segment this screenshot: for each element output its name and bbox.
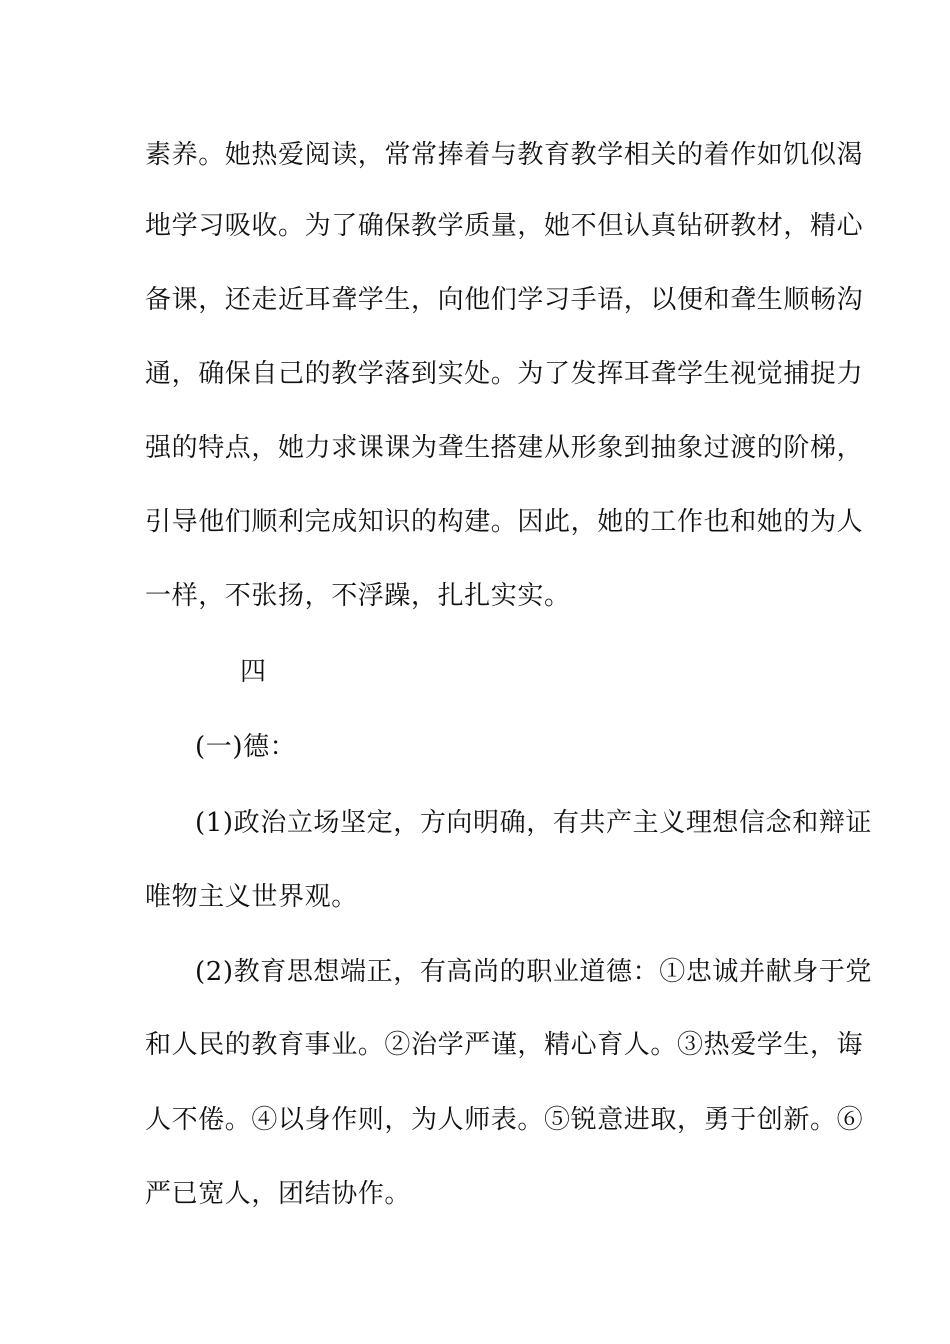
list-item-line: (2)教育思想端正，有高尚的职业道德：①忠诚并献身于党 [195,957,873,987]
paragraph-line: 一样，不张扬，不浮躁，扎扎实实。 [145,581,571,611]
paragraph-line: 地学习吸收。为了确保教学质量，她不但认真钻研教材，精心 [145,211,864,241]
paragraph-line: 备课，还走近耳聋学生，向他们学习手语，以便和聋生顺畅沟 [145,285,864,315]
list-item-line: 和人民的教育事业。②治学严谨，精心育人。③热爱学生，诲 [145,1030,864,1060]
paragraph-line: 素养。她热爱阅读，常常捧着与教育教学相关的着作如饥似渴 [145,140,864,170]
list-item-line: 人不倦。④以身作则，为人师表。⑤锐意进取，勇于创新。⑥ [145,1105,864,1135]
paragraph-line: 通，确保自己的教学落到实处。为了发挥耳聋学生视觉捕捉力 [145,359,864,389]
list-item-line: 严已宽人，团结协作。 [145,1179,412,1209]
paragraph-line: 引导他们顺利完成知识的构建。因此，她的工作也和她的为人 [145,507,864,537]
list-item-line: (1)政治立场坚定，方向明确，有共产主义理想信念和辩证 [195,808,873,838]
paragraph-line: 强的特点，她力求课课为聋生搭建从形象到抽象过渡的阶梯， [145,433,864,463]
list-item-line: 唯物主义世界观。 [145,882,358,912]
section-heading: 四 [240,657,267,687]
subsection-heading: (一)德： [195,732,297,762]
